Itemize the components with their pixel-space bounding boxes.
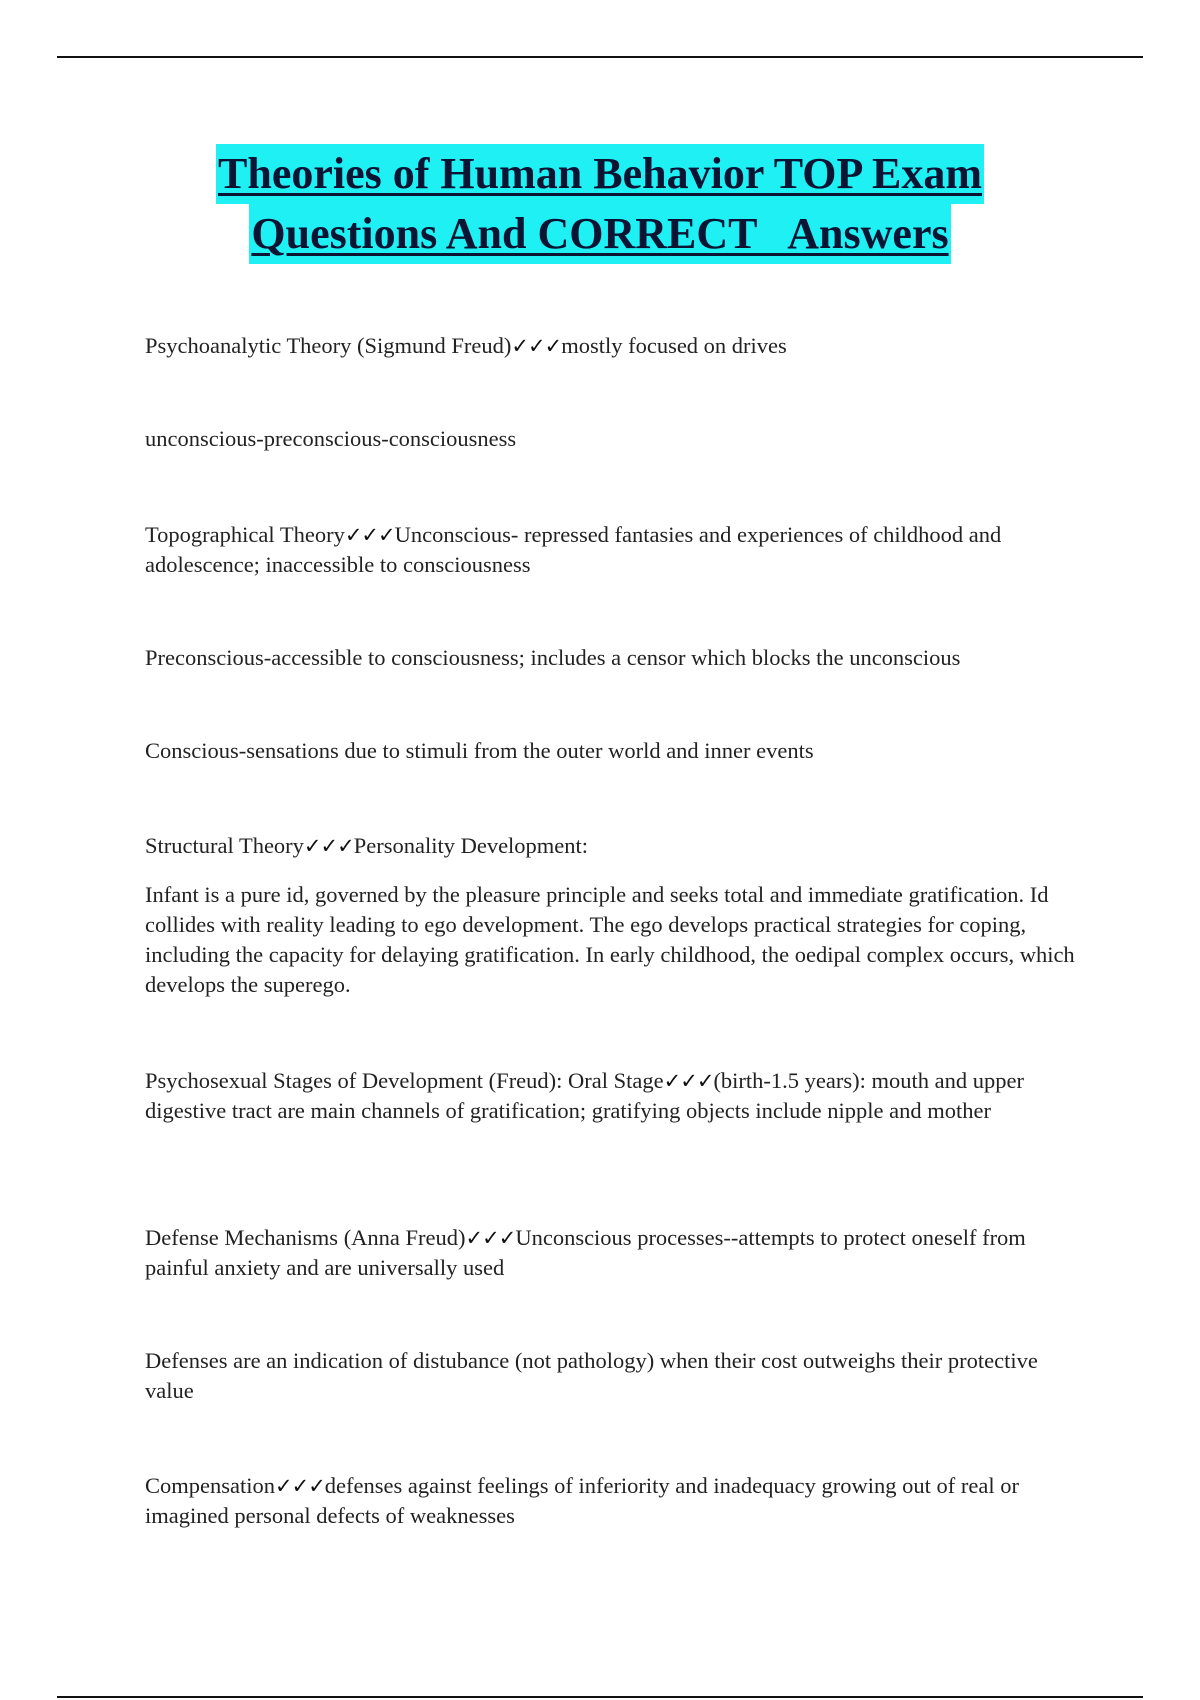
entry-text: Preconscious-accessible to consciousness; includes a censor which blocks the unconscious <box>145 645 961 670</box>
entry-term: Psychosexual Stages of Development (Freud): Oral Stage <box>145 1068 664 1093</box>
check-marks-icon: ✓✓✓ <box>344 523 395 547</box>
entry-defense-mechanisms <box>145 1223 1075 1283</box>
entry-term: Compensation <box>145 1473 275 1498</box>
entry-text: Infant is a pure id, governed by the pleasure principle and seeks total and immediate gratification. Id collides with reality leading to ego development. The ego develops practical strategies for coping, including the capacity for delaying gratification. In early childhood, the oedipal complex occurs, which develops the superego. <box>145 882 1075 997</box>
entry-conscious <box>145 736 1075 766</box>
top-rule <box>57 56 1143 58</box>
check-marks-icon: ✓✓✓ <box>465 1226 516 1250</box>
entry-consciousness-levels <box>145 424 1075 454</box>
check-marks-icon: ✓✓✓ <box>275 1474 325 1498</box>
entry-text: Defenses are an indication of distubance (not pathology) when their cost outweighs their protective value <box>145 1348 1038 1403</box>
entry-preconscious <box>145 643 1075 673</box>
check-marks-icon: ✓✓✓ <box>511 334 562 358</box>
entry-definition: Personality Development: <box>353 833 589 858</box>
entry-definition: (birth-1.5 years): mouth and upper digestive tract are main channels of gratification; gratifying objects include nipple and mother <box>145 1068 1024 1123</box>
entry-text: unconscious-preconscious-consciousness <box>145 426 517 451</box>
entry-infant-id <box>145 880 1075 1000</box>
entry-term: Psychoanalytic Theory (Sigmund Freud) <box>145 333 512 358</box>
entry-compensation <box>145 1471 1075 1531</box>
entry-term: Topographical Theory <box>145 522 345 547</box>
page-title <box>0 144 1200 264</box>
title-line-2: Questions And CORRECT Answers <box>249 204 950 264</box>
entry-text: Conscious-sensations due to stimuli from the outer world and inner events <box>145 738 814 763</box>
entry-psychoanalytic-theory <box>145 331 1075 361</box>
entry-definition: defenses against feelings of inferiority and inadequacy growing out of real or imagined personal defects of weaknesses <box>145 1473 1019 1528</box>
entry-definition: mostly focused on drives <box>561 333 787 358</box>
entry-term: Structural Theory <box>145 833 304 858</box>
entry-structural-theory <box>145 831 1075 861</box>
title-line-1: Theories of Human Behavior TOP Exam <box>216 144 984 204</box>
entry-definition: Unconscious processes--attempts to protect oneself from painful anxiety and are universally used <box>145 1225 1026 1280</box>
entry-defenses-disturbance <box>145 1346 1075 1406</box>
entry-definition: Unconscious- repressed fantasies and experiences of childhood and adolescence; inaccessible to consciousness <box>145 522 1002 577</box>
entry-topographical-theory <box>145 520 1075 580</box>
bottom-rule <box>57 1696 1143 1698</box>
check-marks-icon: ✓✓✓ <box>663 1069 714 1093</box>
entry-oral-stage <box>145 1066 1075 1126</box>
entry-term: Defense Mechanisms (Anna Freud) <box>145 1225 466 1250</box>
check-marks-icon: ✓✓✓ <box>303 834 354 858</box>
